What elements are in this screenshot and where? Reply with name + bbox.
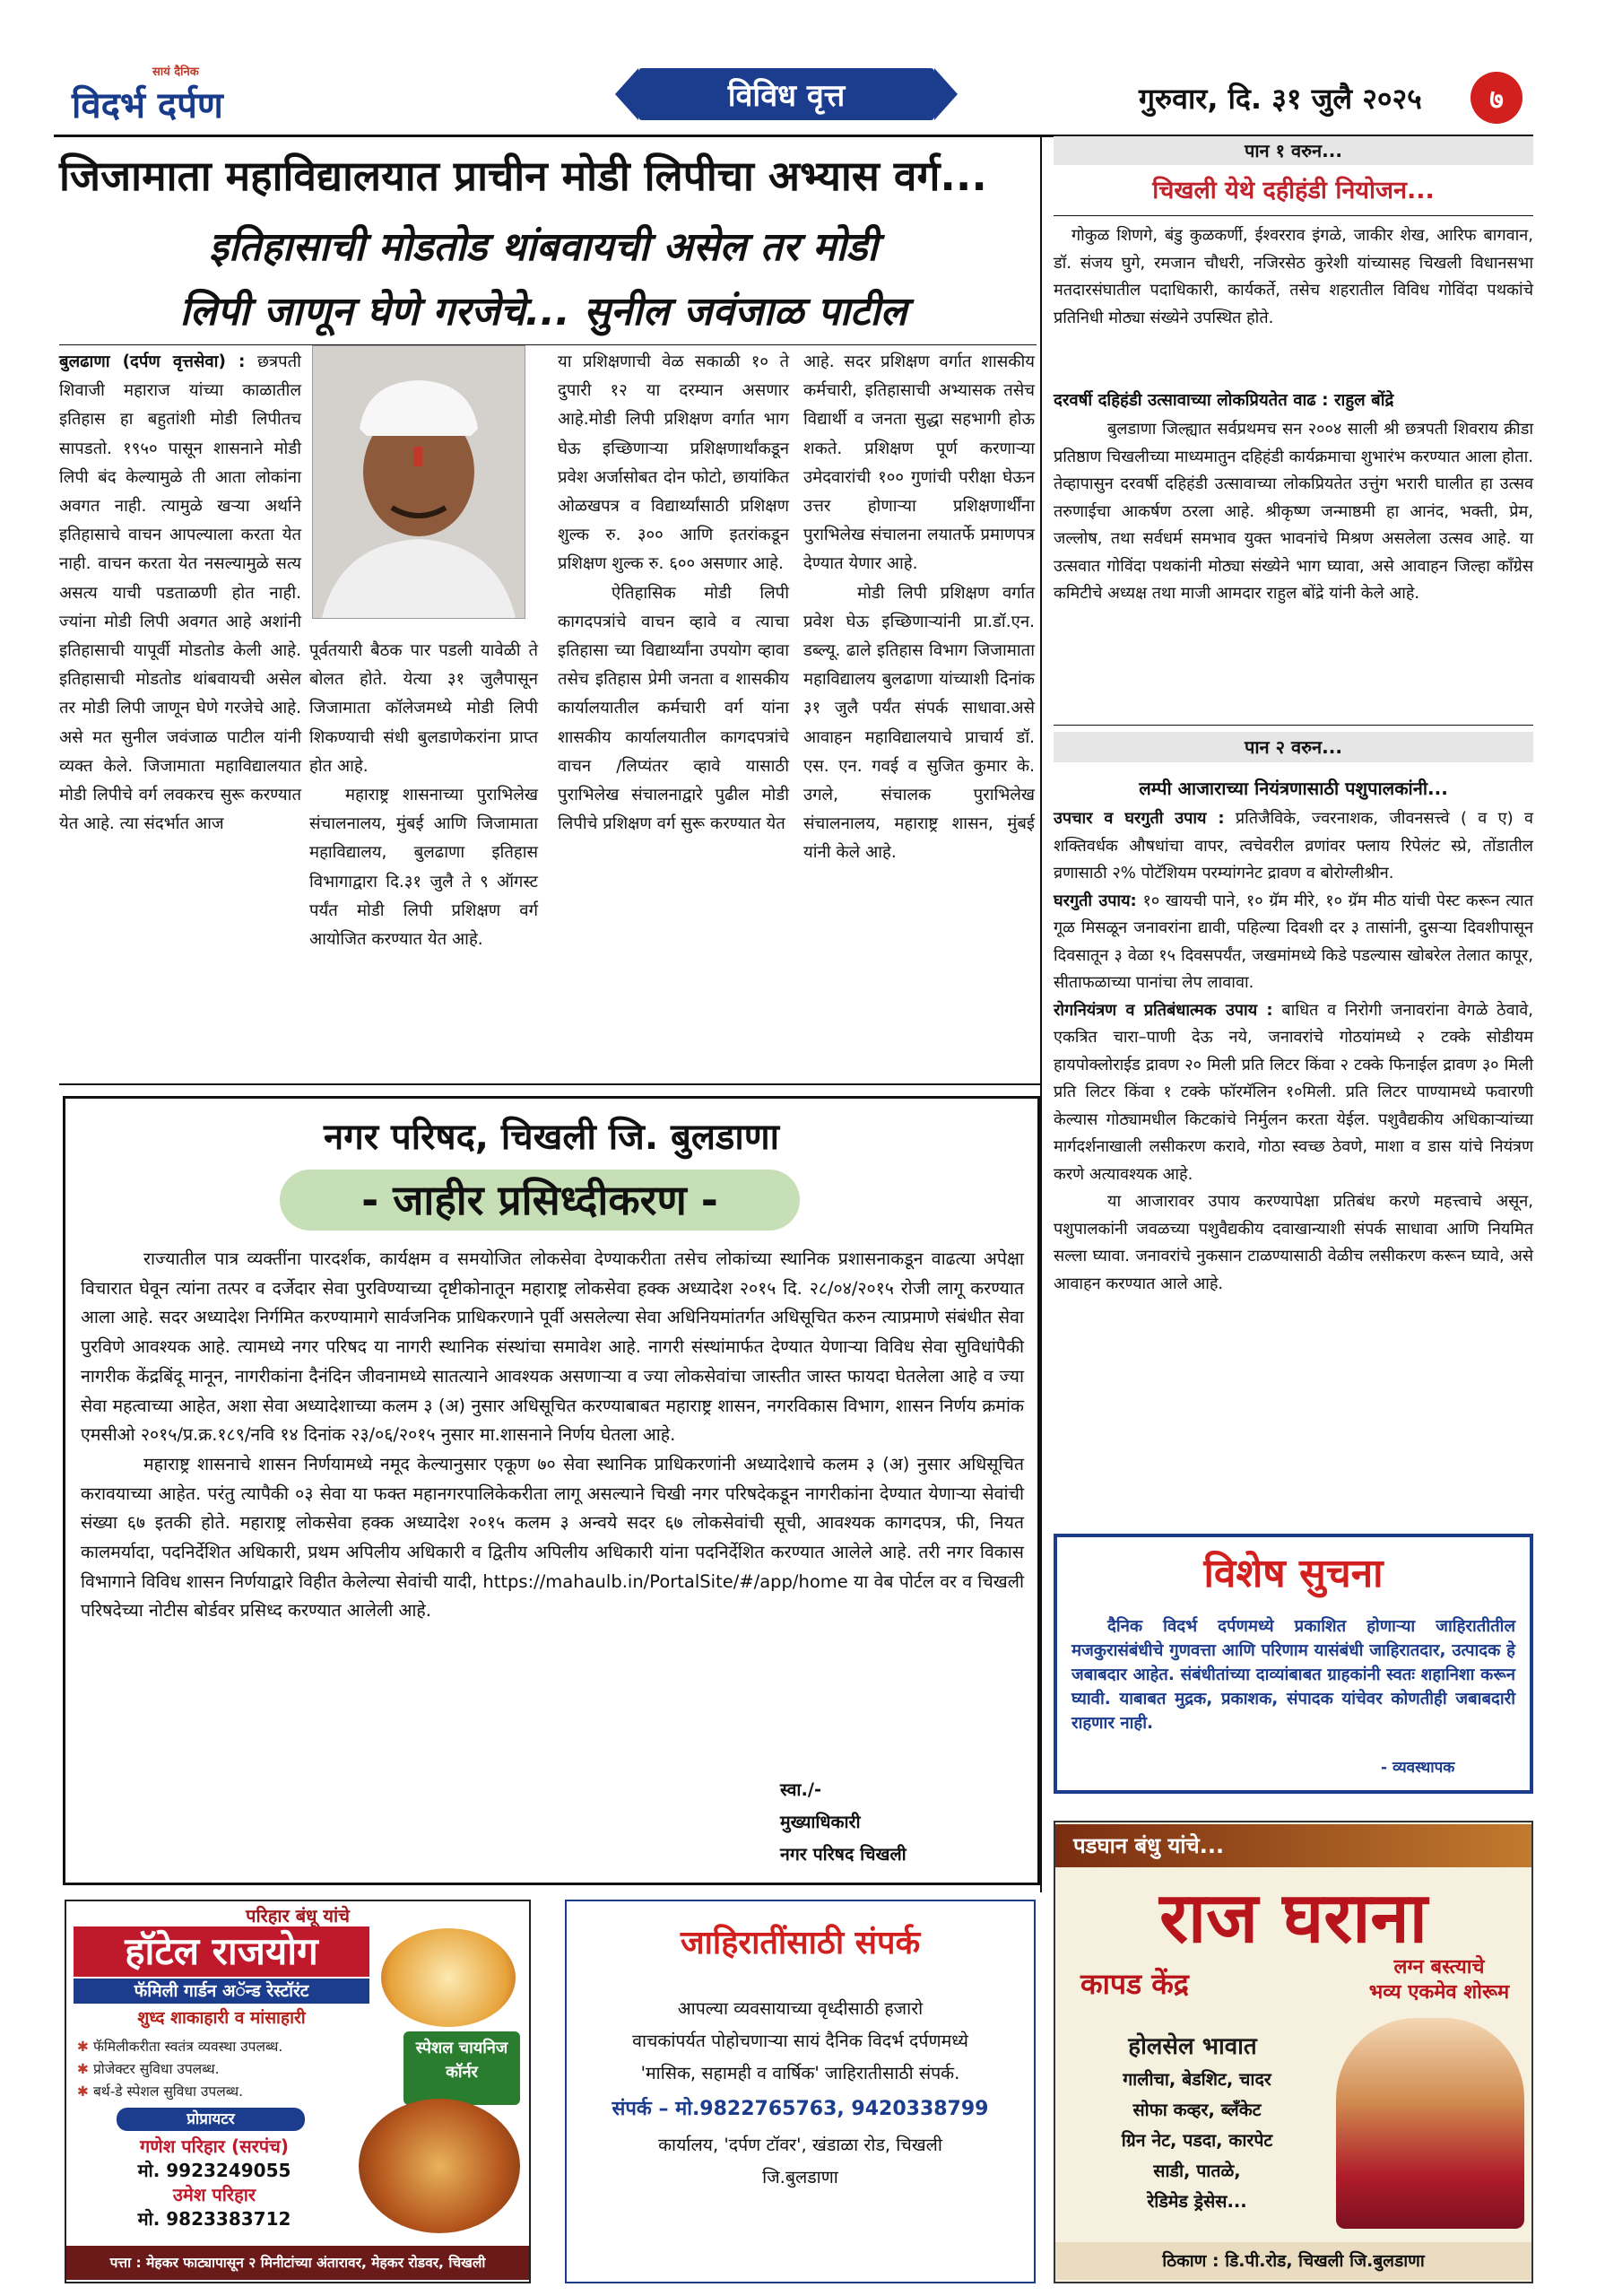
lumpy-prevent-text: बाधित व निरोगी जनावरांना वेगळे ठेवावे, एकत्रित चारा–पाणी देऊ नये, जनावरांचे गोठयांमध्ये २ टक्के सोडीयम हायपोक्लोराईड द्रावण २० मिली प्रति लिटर किंवा २ टक्के फिनाईल द्रावण ३० मिली प्रति लिटर किंवा १ टक्के फॉरमॅलिन १०मिली. प्रति लिटर पाण्यामध्ये फवारणी केल्यास गोठ्यामधील किटकांचे निर्मुलन करता येईल. पशुवैद्यकीय अधिकाऱ्यांच्या मार्गदर्शनाखाली लसीकरण करावे, गोठा स्वच्छ ठेवणे, माशा व डास यांचे नियंत्रण करणे अत्यावश्यक आहे. — [1054, 1000, 1533, 1184]
special-notice-title: विशेष सुचना — [1203, 1551, 1384, 1596]
lead-col-4b-text: मोडी लिपी प्रशिक्षण वर्गात प्रवेश घेऊ इच्छिणाऱ्यांनी प्रा.डॉ.एन. डब्ल्यू. ढाले इतिहास विभाग जिजामाता महाविद्यालय बुलढाणा यांच्याशी दिनांक ३१ जुलै पर्यंत संपर्क साधावा.असे आवाहन महाविद्यालयाचे प्राचार्य डॉ. एस. एन. गवई व सुजित कुमार के. उगले, संचालक पुराभिलेख संचालनालय, महाराष्ट्र शासन, मुंबई यांनी केले आहे. — [803, 583, 1035, 863]
logo-name: विदर्भ दर्पण — [72, 84, 223, 126]
ad3-item-5: रेडिमेड ड्रेसेस... — [1147, 2191, 1247, 2212]
right-column-rule — [1040, 135, 1042, 1892]
ad1-address: पत्ता : मेहकर फाट्यापासून २ मिनीटांच्या अंतारावर, मेहकर रोडवर, चिखली — [66, 2246, 529, 2280]
lumpy-prevent-label: रोगनियंत्रण व प्रतिबंधात्मक उपाय : — [1054, 1000, 1273, 1020]
notice-title: नगर परिषद, चिखली जि. बुलडाणा — [324, 1117, 779, 1158]
right-headline-2: लम्पी आजाराच्या नियंत्रणासाठी पशुपालकांनी... — [1139, 778, 1448, 799]
ad3-address: ठिकाण : डि.पी.रोड, चिखली जि.बुलडाणा — [1055, 2242, 1531, 2280]
lumpy-treatment-text: प्रतिजैविके, ज्वरनाशक, जीवनसत्त्वे ( व ए) व शक्तिवर्धक औषधांचा वापर, त्वचेवरील व्रणांवर फ्लाय रिपेलंट स्प्रे, तोंडातील व्रणासाठी २% पोटॅशियम परम्यांगनेट द्रावण व बोरोग्लीश्रीन. — [1054, 809, 1533, 883]
continued-bar-2: पान २ वरुन... — [1054, 732, 1533, 762]
ad3-item-2: सोफा कव्हर, ब्लँकेट — [1132, 2100, 1262, 2120]
notice-signature — [780, 1774, 907, 1871]
ad1-features — [77, 2036, 391, 2103]
ad3-wholesale: होलसेल भावात — [1128, 2033, 1257, 2060]
ad3-items — [1067, 2065, 1327, 2217]
lumpy-treatment-label: उपचार व घरगुती उपाय : — [1054, 809, 1225, 828]
special-notice-body: दैनिक विदर्भ दर्पणमध्ये प्रकाशित होणाऱ्या जाहिरातीतील मजकुरासंबंधीचे गुणवत्ता आणि परिणाम यासंबंधी जाहिरातदार, उत्पादक हे जबाबदार आहेत. संबंधीतांच्या दाव्यांबाबत ग्राहकांनी स्वतः शहानिशा करून घ्यावी. याबाबत मुद्रक, प्रकाशक, संपादक यांचेवर कोणतीही जबाबदारी राहणार नाही. — [1071, 1617, 1515, 1733]
lead-dateline: बुलढाणा (दर्पण वृत्तसेवा) : — [59, 352, 246, 371]
ad2-line-1: आपल्या व्यवसायाच्या वृध्दीसाठी हजारो — [677, 1998, 924, 2019]
ad1-special: स्पेशल चायनिज कॉर्नर — [403, 2031, 520, 2105]
ad1-feature-3: बर्थ-डे स्पेशल सुविधा उपलब्ध. — [92, 2083, 244, 2100]
ad1-mobile-1: मो. 9923249055 — [137, 2160, 291, 2181]
right-subhead-1: दरवर्षी दहिहंडी उत्सावाच्या लोकप्रियतेत वाढ : राहुल बोंद्रे — [1054, 391, 1394, 410]
sign-line-1: स्वा./- — [780, 1779, 822, 1800]
ad3-top: पडघान बंधु यांचे... — [1055, 1824, 1531, 1867]
ad3-bride-image — [1336, 2018, 1524, 2229]
ad3-name: राज घराना — [1159, 1878, 1427, 1959]
masthead-logo — [72, 63, 278, 144]
ad2-title: जाहिरातींसाठी संपर्क — [680, 1925, 921, 1961]
ad1-owners — [75, 2135, 353, 2231]
page-date: गुरुवार, दि. ३१ जुलै २०२५ — [1139, 82, 1422, 116]
lumpy-home-text: १० खायची पाने, १० ग्रॅम मीरे, १० ग्रॅम मीठ यांची पेस्ट करून त्यात गूळ मिसळून जनावरांना द्यावी, पहिल्या दिवशी दर ३ तासांनी, दुसऱ्या दिवशीपासून दिवसातून ३ वेळा १५ दिवसपर्यंत, जखमांमध्ये किडे पडल्यास खोबरेल तेलात कापूर, सीताफळाच्या पानांचा लेप लावावा. — [1054, 891, 1533, 992]
ad1-feature-2: प्रोजेक्टर सुविधा उपलब्ध. — [92, 2061, 220, 2077]
lumpy-closing-text: या आजारावर उपाय करण्यापेक्षा प्रतिबंध करणे महत्त्वाचे असून, पशुपालकांनी जवळच्या पशुवैद्यकीय दवाखान्याशी संपर्क साधावा आणि नियमित सल्ला घ्यावा. जनावरांचे नुकसान टाळण्यासाठी वेळीच लसीकरण करून घ्यावे, असे आवाहन करण्यात आले आहे. — [1054, 1192, 1533, 1293]
notice-body — [81, 1245, 1024, 1626]
ad1-owner-2: उमेश परिहार — [172, 2184, 256, 2205]
ad1-feature-1: फॅमिलीकरीता स्वतंत्र व्यवस्था उपलब्ध. — [92, 2039, 283, 2055]
notice-paragraph-1: राज्यातील पात्र व्यक्तींना पारदर्शक, कार्यक्षम व समयोजित लोकसेवा देण्याकरीता तसेच लोकांच्या स्थानिक प्रशासनाकडून वाढत्या अपेक्षा विचारात घेवून त्यांना तत्पर व दर्जेदार सेवा पुरविण्याच्या दृष्टीकोनातून महाराष्ट्र लोकसेवा हक्क अध्यादेश २०१५ दि. २८/०४/२०१५ रोजी लागू करण्यात आला आहे. सदर अध्यादेश निर्गमित करण्यामागे सार्वजनिक प्राधिकरणाने पूर्वी असलेल्या सेवा अधिनियमांतर्गत अधिसूचित करुन त्याप्रमाणे संबंधीत सेवा पुरविणे आवश्यक आहे. त्यामध्ये नगर परिषद या नागरी स्थानिक संस्थांचा समावेश आहे. नागरी संस्थांमार्फत देण्यात येणाऱ्या विविध सेवा सुविधांपैकी नागरीक केंद्रबिंदू मानून, नागरीकांना दैनंदिन जीवनामध्ये सातत्याने आवश्यक असणाऱ्या व ज्या लोकसेवांचा जास्तीत जास्त फायदा घेतलेला आहे व ज्या सेवा महत्वाच्या आहेत, अशा सेवा अध्यादेशाच्या कलम ३ (अ) नुसार अधिसूचित करण्याबाबत महाराष्ट्र शासन, नगरविकास विभाग, शासन निर्णय क्रमांक एमसीओ २०१५/प्र.क्र.१८९/नवि १४ दिनांक २३/०६/२०१५ नुसार मा.शासनाने निर्णय घेतला आहे. — [81, 1248, 1024, 1446]
ad3-item-3: ग्रिन नेट, पडदा, कारपेट — [1121, 2130, 1273, 2151]
sign-line-3: नगर परिषद चिखली — [780, 1844, 907, 1865]
portrait-photo — [312, 345, 525, 619]
lead-col-2 — [309, 637, 538, 954]
portrait-image — [313, 346, 525, 618]
ad1-noodle-image — [381, 1928, 516, 2027]
notice-paragraph-2: महाराष्ट्र शासनाचे शासन निर्णयामध्ये नमूद केल्यानुसार एकूण ७० सेवा स्थानिक प्राधिकरणांनी अध्यादेशाचे कलम ३ (अ) नुसार अधिसूचित करावयाच्या आहेत. परंतु त्यापैकी ०३ सेवा या फक्त महानगरपालिकेकरीता लागू असल्याने चिखी नगर परिषदेकडून नागरीकांना देण्यात येणाऱ्या सेवांची संख्या ६७ इतकी होते. महाराष्ट्र लोकसेवा हक्क अध्यादेश २०१५ कलम ३ अन्वये सदर ६७ लोकसेवांची सूची, आवश्यक कागदपत्र, फी, नियत कालमर्यादा, पदनिर्देशित अधिकारी, प्रथम अपिलीय अधिकारी व द्वितीय अपिलीय अधिकारी यांना पदनिर्देशित करण्यात आलेले आहे. तरी नगर विकास विभागाने विविध शासन निर्णयाद्वारे विहीत केलेल्या सेवांची यादी, https://mahaulb.in/PortalSite/#/app/home या वेब पोर्टल वर व चिखली परिषदेच्या नोटीस बोर्डवर प्रसिध्द करण्यात आलेली आहे. — [81, 1453, 1024, 1622]
lead-subhead — [59, 215, 1028, 344]
lead-rule — [59, 344, 1037, 345]
ad1-top: परिहार बंधू यांचे — [246, 1905, 350, 1926]
lead-subhead-line2: लिपी जाणून घेणे गरजेचे... सुनील जवंजाळ पाटील — [179, 289, 907, 335]
lead-col-4-text: आहे. सदर प्रशिक्षण वर्गात शासकीय कर्मचारी, इतिहासाची अभ्यासक तसेच विद्यार्थी व जनता सुद्धा सहभागी होऊ शकते. प्रशिक्षण पूर्ण करणाऱ्या उमेदवारांची १०० गुणांची परीक्षा घेऊन उत्तर होणाऱ्या प्रशिक्षणार्थींना पुराभिलेख संचालना लयातर्फे प्रमाणपत्र देण्यात येणार आहे. — [803, 352, 1035, 574]
section-tag: विविध वृत्त — [638, 68, 934, 120]
lead-col-4 — [803, 348, 1035, 868]
lead-bottom-rule — [59, 1083, 1040, 1085]
bullet-icon: ✱ — [77, 2083, 89, 2100]
lead-col-2-text: पूर्वतयारी बैठक पार पडली यावेळी ते बोलत होते. येत्या ३१ जुलैपासून जिजामाता कॉलेजमध्ये मोडी लिपी शिकण्याची संधी बुलडाणेकरांना प्राप्त होत आहे. — [309, 641, 538, 776]
ad1-name: हॉटेल राजयोग — [74, 1926, 369, 1977]
ad3-item-1: गालीचा, बेडशिट, चादर — [1123, 2069, 1271, 2090]
lumpy-home-label: घरगुती उपाय: — [1054, 891, 1137, 910]
lead-col-3b-text: ऐतिहासिक मोडी लिपी कागदपत्रांचे वाचन व्हावे व त्याचा इतिहासा च्या विद्यार्थ्यांना उपयोग व्हावा तसेच इतिहास प्रेमी जनता व शासकीय कार्यालयातील कर्मचारी वर्ग यांना शासकीय कार्यालयातील कागदपत्रांचे वाचन /लिप्यंतर व्हावे यासाठी पुराभिलेख संचालनाद्वारे पुढील मोडी लिपीचे प्रशिक्षण वर्ग सुरू करण्यात येत — [558, 583, 789, 834]
sign-line-2: मुख्याधिकारी — [780, 1812, 861, 1832]
ad3-sub: कापड केंद्र — [1080, 1967, 1189, 2001]
lead-col-1-text: छत्रपती शिवाजी महाराज यांच्या काळातील इतिहास हा बहुतांशी मोडी लिपीतच सापडतो. १९५० पासून शासनाने मोडी लिपी बंद केल्यामुळे ती आता लोकांना अवगत नाही. त्यामुळे खऱ्या अर्थाने इतिहासाचे वाचन आपल्याला करता येत नाही. वाचन करता येत नसल्यामुळे सत्य असत्य याची पडताळणी होत नाही. ज्यांना मोडी लिपी अवगत आहे अशांनी इतिहासाची यापूर्वी मोडतोड केली आहे. इतिहासाची मोडतोड थांबवायची असेल तर मोडी लिपी जाणून घेणे गरजेचे आहे. असे मत सुनील जवंजाळ पाटील यांनी व्यक्त केले. जिजामाता महाविद्यालयात मोडी लिपीचे वर्ग लवकरच सुरू करण्यात येत आहे. त्या संदर्भात आज — [59, 352, 301, 834]
ad2-line-3: 'मासिक, सहामही व वार्षिक' जाहिरातीसाठी संपर्क. — [640, 2063, 960, 2083]
notice-pill: - जाहीर प्रसिध्दीकरण - — [280, 1170, 800, 1231]
ad2-line-4: कार्यालय, 'दर्पण टॉवर', खंडाळा रोड, चिखली — [658, 2135, 942, 2155]
lead-col-3 — [558, 348, 789, 839]
ad1-mobile-2: मो. 9823383712 — [137, 2208, 291, 2230]
lead-col-1 — [59, 348, 301, 839]
page-number: ७ — [1471, 72, 1523, 124]
continued-bar-1: पान १ वरुन... — [1054, 136, 1533, 165]
ad1-food-image — [359, 2099, 520, 2233]
right-rule-1 — [1054, 215, 1533, 216]
lead-col-3-text: या प्रशिक्षणाची वेळ सकाळी १० ते दुपारी १२ या दरम्यान असणार आहे.मोडी लिपी प्रशिक्षण वर्गात भाग घेऊ इच्छिणाऱ्या प्रशिक्षणार्थांकडून प्रवेश अर्जासोबत दोन फोटो, छायांकित ओळखपत्र व विद्यार्थ्यांसाठी प्रशिक्षण शुल्क रु. ३०० आणि इतरांकडून प्रशिक्षण शुल्क रु. ६०० असणार आहे. — [558, 352, 789, 574]
ad1-prop: प्रोप्रायटर — [117, 2108, 305, 2131]
ad2-line-5: जि.बुलडाणा — [762, 2167, 838, 2187]
ad1-sub: फॅमिली गार्डन अॅन्ड रेस्टॉरंट — [74, 1979, 369, 2004]
bullet-icon: ✱ — [77, 2039, 89, 2055]
ad1-sub2: शुध्द शाकाहारी व मांसाहारी — [137, 2008, 306, 2028]
ad1-owner-1: गणेश परिहार (सरपंच) — [140, 2135, 289, 2157]
right-text-1: गोकुळ शिणगे, बंडु कुळकर्णी, ईश्वरराव इंगळे, जाकीर शेख, आरिफ बागवान, डॉ. संजय घुगे, रमजान चौधरी, नजिरसेठ कुरेशी यांच्यासह चिखली विधानसभा मतदारसंघातील पदाधिकारी, कार्यकर्ते, तसेच शहरातील विविध गोविंदा पथकांचे प्रतिनिधी मोठ्या संख्येने उपस्थित होते. — [1054, 226, 1533, 327]
ad3-bhavya-line: भव्य एकमेव शोरूम — [1368, 1981, 1510, 2004]
right-text-3 — [1054, 805, 1533, 1298]
ad3-item-4: साडी, पातळे, — [1153, 2161, 1241, 2181]
lead-col-2b-text: महाराष्ट्र शासनाच्या पुराभिलेख संचालनालय, मुंबई आणि जिजामाता महाविद्यालय, बुलढाणा इतिहास विभागाद्वारा दि.३१ जुलै ते ९ ऑगस्ट पर्यंत मोडी लिपी प्रशिक्षण वर्ग आयोजित करण्यात येत आहे. — [309, 786, 538, 950]
ad2-phone: संपर्क – मो.9822765763, 9420338799 — [612, 2098, 989, 2120]
ad3-lagna — [1363, 1955, 1515, 2005]
ad2-body — [574, 1993, 1027, 2194]
right-headline-1: चिखली येथे दहीहंडी नियोजन... — [1152, 177, 1435, 204]
lead-subhead-line1: इतिहासाची मोडतोड थांबवायची असेल तर मोडी — [209, 224, 878, 270]
special-notice-sign: - व्यवस्थापक — [1381, 1759, 1455, 1777]
bullet-icon: ✱ — [77, 2061, 89, 2077]
right-rule-2 — [1054, 725, 1533, 726]
lead-headline: जिजामाता महाविद्यालयात प्राचीन मोडी लिपीचा अभ्यास वर्ग... — [59, 152, 987, 200]
ad2-line-2: वाचकांपर्यत पोहोचणाऱ्या सायं दैनिक विदर्भ दर्पणमध्ये — [632, 2031, 968, 2051]
logo-tagline: सायं दैनिक — [152, 65, 199, 79]
right-text-2: बुलडाणा जिल्ह्यात सर्वप्रथमच सन २००४ साली श्री छत्रपती शिवराय क्रीडा प्रतिष्ठाण चिखलीच्या माध्यमातुन दहिहंडी कार्यक्रमाचा शुभारंभ करण्यात आला होता. तेव्हापासुन दरवर्षी दहिहंडी उत्सावाच्या लोकप्रियतेत उत्तुंग भरारी घालीत हा उत्सव तरुणाईचा आकर्षण ठरला आहे. श्रीकृष्ण जन्माष्ठमी हा आनंद, भक्ती, प्रेम, जल्लोष, तथा सर्वधर्म समभाव युक्त भावनांचे मिश्रण असलेला उत्सव आहे. या उत्सवात गोविंदा पथकांनी मोठ्या संख्येने भाग घ्यावा, असे आवाहन जिल्हा कॉंग्रेस कमिटीचे अध्यक्ष तथा माजी आमदार राहुल बोंद्रे यांनी केले आहे. — [1054, 420, 1533, 603]
ad3-lagna-line: लग्न बस्त्याचे — [1393, 1956, 1485, 1979]
